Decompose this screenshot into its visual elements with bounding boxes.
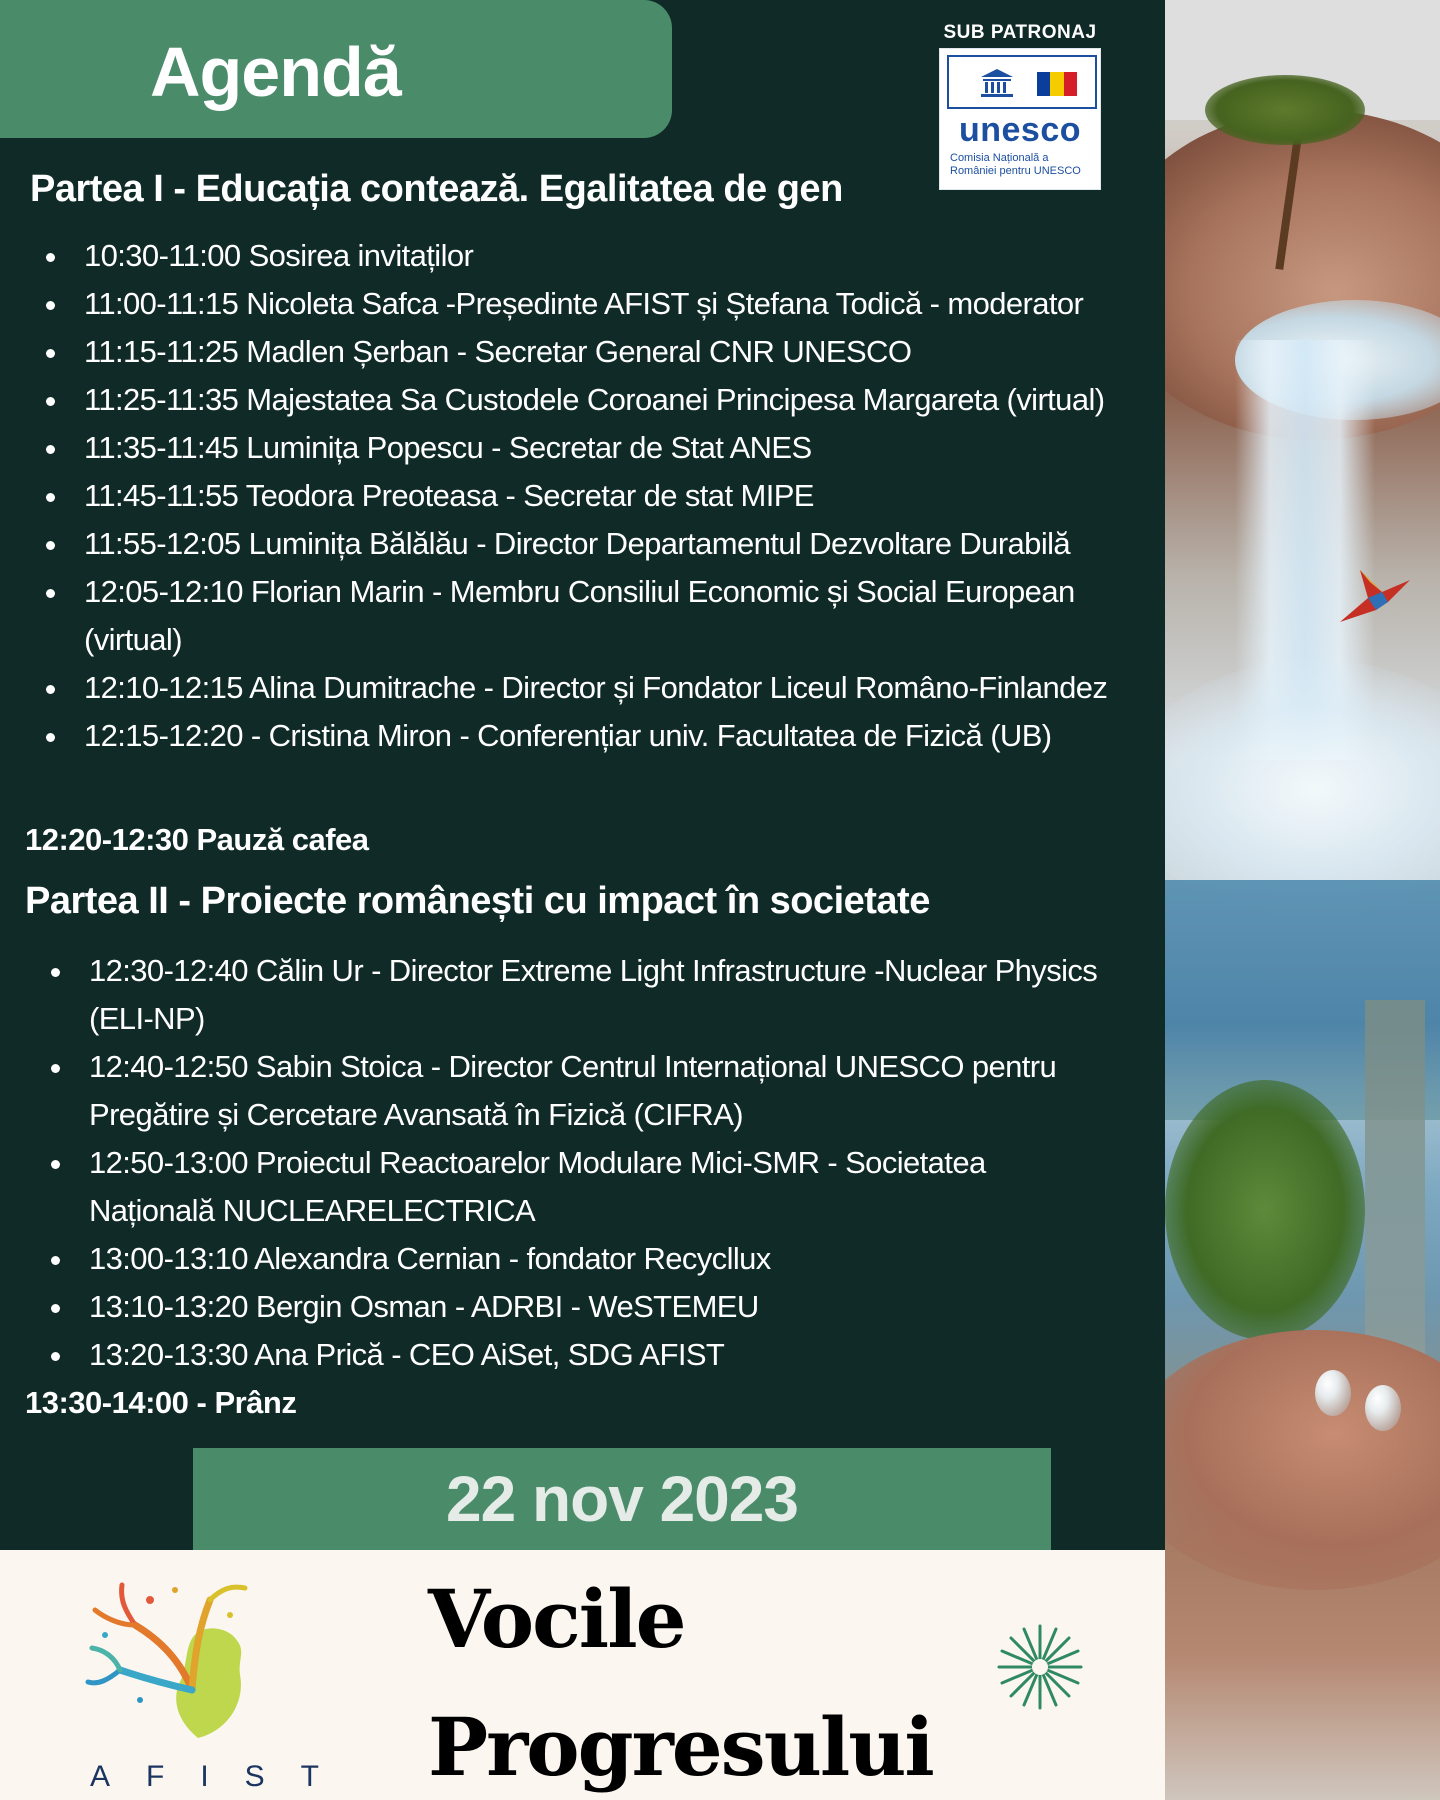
list-item: 11:25-11:35 Majestatea Sa Custodele Coroanei Principesa Margareta (virtual) <box>48 376 1148 424</box>
part1-title: Partea I - Educația contează. Egalitatea de gen <box>30 168 843 210</box>
footer <box>0 1550 1165 1800</box>
list-item: 12:50-13:00 Proiectul Reactoarelor Modulare Mici-SMR - Societatea Națională NUCLEARELECTRICA <box>53 1139 1113 1235</box>
water-drop-icon <box>1315 1370 1351 1416</box>
date-banner <box>193 1448 1051 1550</box>
list-item: 11:00-11:15 Nicoleta Safca -Președinte AFIST și Ștefana Todică - moderator <box>48 280 1148 328</box>
list-item: 11:45-11:55 Teodora Preoteasa - Secretar de stat MIPE <box>48 472 1148 520</box>
unesco-commission-text: Comisia Națională a României pentru UNESCO <box>950 152 1081 177</box>
event-name-line2: Progresului <box>428 1700 933 1794</box>
unesco-logo <box>939 48 1101 190</box>
part2-title: Partea II - Proiecte românești cu impact în societate <box>25 880 930 922</box>
list-item: 12:30-12:40 Călin Ur - Director Extreme Light Infrastructure -Nuclear Physics (ELI-NP) <box>53 947 1113 1043</box>
temple-icon <box>979 67 1015 99</box>
list-item: 12:10-12:15 Alina Dumitrache - Director și Fondator Liceul Româno-Finlandez <box>48 664 1148 712</box>
patronage-block <box>935 22 1105 190</box>
list-item: 12:40-12:50 Sabin Stoica - Director Centrul Internațional UNESCO pentru Pregătire și Cercetare Avansată în Fizică (CIFRA) <box>53 1043 1113 1139</box>
afist-logo-text: AFIST <box>90 1760 356 1793</box>
page-title: Agendă <box>150 33 401 111</box>
list-item: 12:05-12:10 Florian Marin - Membru Consiliul Economic și Social European (virtual) <box>48 568 1148 664</box>
part2-agenda-list <box>53 947 1113 1379</box>
list-item: 13:20-13:30 Ana Prică - CEO AiSet, SDG AFIST <box>53 1331 1113 1379</box>
list-item: 12:15-12:20 - Cristina Miron - Conferențiar univ. Facultatea de Fizică (UB) <box>48 712 1148 760</box>
event-name <box>428 1555 933 1800</box>
part1-agenda-list <box>48 232 1148 760</box>
event-name-line1: Vocile <box>428 1572 685 1666</box>
patronage-label: SUB PATRONAJ <box>943 22 1097 43</box>
unesco-wordmark: unesco <box>958 111 1082 149</box>
list-item: 11:55-12:05 Luminița Bălălău - Director Departamentul Dezvoltare Durabilă <box>48 520 1148 568</box>
romanian-flag-icon <box>1037 72 1077 96</box>
list-item: 11:35-11:45 Luminița Popescu - Secretar de Stat ANES <box>48 424 1148 472</box>
water-drop-icon <box>1365 1385 1401 1431</box>
green-burst-icon <box>995 1622 1085 1712</box>
list-item: 10:30-11:00 Sosirea invitaților <box>48 232 1148 280</box>
parrot-icon <box>1330 560 1420 630</box>
afist-tree-logo <box>80 1570 280 1740</box>
list-item: 11:15-11:25 Madlen Șerban - Secretar General CNR UNESCO <box>48 328 1148 376</box>
lunch-break: 13:30-14:00 - Prânz <box>25 1385 297 1420</box>
coffee-break: 12:20-12:30 Pauză cafea <box>25 822 369 857</box>
event-date: 22 nov 2023 <box>446 1463 798 1535</box>
list-item: 13:10-13:20 Bergin Osman - ADRBI - WeSTEMEU <box>53 1283 1113 1331</box>
title-banner <box>0 0 672 138</box>
nature-face-artwork <box>1165 0 1440 1800</box>
list-item: 13:00-13:10 Alexandra Cernian - fondator Recycllux <box>53 1235 1113 1283</box>
